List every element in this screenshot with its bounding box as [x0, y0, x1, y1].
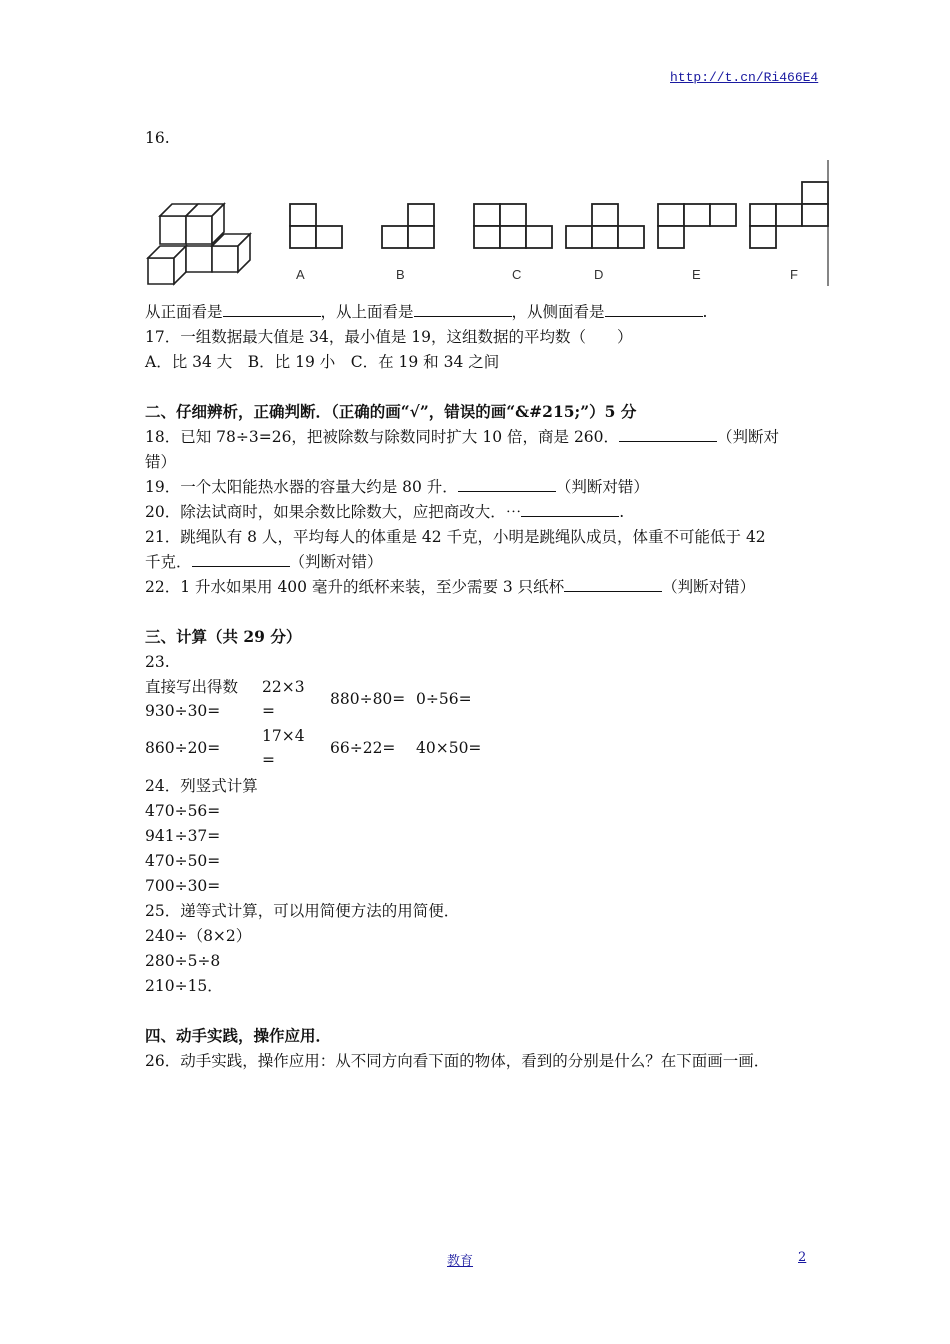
- option-d-view: [566, 204, 644, 248]
- answer-blank[interactable]: [619, 427, 717, 442]
- q23-cell-r1c1: 直接写出得数 930÷30=: [145, 678, 239, 720]
- answer-blank[interactable]: [192, 552, 290, 567]
- label-d: D: [594, 267, 604, 282]
- q20-line: 20．除法试商时，如果余数比除数大，应把商改大．⋯ .: [145, 503, 625, 521]
- page-number[interactable]: 2: [798, 1250, 807, 1265]
- q24-item: 470÷50=: [145, 852, 221, 870]
- q23-cell-r2c2: 17×4 =: [262, 727, 305, 769]
- q25-stem: 25．递等式计算，可以用简便方法的用简便．: [145, 902, 460, 920]
- q21-line-end: 千克． （判断对错）: [145, 553, 383, 571]
- header-url-link[interactable]: http://t.cn/Ri466E4: [670, 70, 819, 85]
- option-f-view: [750, 182, 828, 248]
- section3-title: 三、计算（共 29 分）: [145, 627, 302, 646]
- q23-cell-r1c2: 22×3 =: [262, 678, 305, 720]
- answer-blank[interactable]: [414, 302, 512, 317]
- q23-cell-r2c1: 860÷20=: [145, 739, 221, 757]
- stacked-cubes-object: [148, 204, 250, 284]
- option-e-view: [658, 204, 736, 248]
- q21-line: 21．跳绳队有 8 人，平均每人的体重是 42 千克，小明是跳绳队成员，体重不可能低于 42: [145, 528, 766, 546]
- q16-figure: [140, 158, 832, 290]
- option-c-view: [474, 204, 552, 248]
- footer-center-link[interactable]: 教育: [447, 1254, 474, 1269]
- q23-number: 23.: [145, 653, 170, 671]
- q16-stem: 从正面看是 ，从上面看是 ，从侧面看是 .: [145, 303, 708, 321]
- q18-line: 18．已知 78÷3=26，把被除数与除数同时扩大 10 倍，商是 260． （判断对: [145, 428, 780, 446]
- q24-item: 941÷37=: [145, 827, 221, 845]
- q23-cell-r1c4: 0÷56=: [416, 690, 472, 708]
- q25-item: 210÷15．: [145, 977, 223, 995]
- q25-item: 240÷（8×2）: [145, 927, 252, 945]
- option-b-view: [382, 204, 434, 248]
- q22-line: 22．1 升水如果用 400 毫升的纸杯来装，至少需要 3 只纸杯 （判断对错）: [145, 578, 756, 596]
- q16-number: 16.: [145, 129, 170, 147]
- answer-blank[interactable]: [521, 502, 619, 517]
- q24-item: 470÷56=: [145, 802, 221, 820]
- q19-line: 19．一个太阳能热水器的容量大约是 80 升． （判断对错）: [145, 478, 649, 496]
- answer-blank[interactable]: [564, 577, 662, 592]
- q23-cell-r1c3: 880÷80=: [330, 690, 406, 708]
- q18-line-end: 错）: [145, 453, 177, 471]
- q17-stem: 17．一组数据最大值是 34，最小值是 19，这组数据的平均数（ ）: [145, 328, 633, 346]
- q24-stem: 24．列竖式计算: [145, 777, 258, 795]
- q25-item: 280÷5÷8: [145, 952, 221, 970]
- answer-blank[interactable]: [605, 302, 703, 317]
- answer-blank[interactable]: [223, 302, 321, 317]
- answer-blank[interactable]: [458, 477, 556, 492]
- q17-options: A．比 34 大 B．比 19 小 C．在 19 和 34 之间: [145, 353, 500, 371]
- q23-cell-r2c4: 40×50=: [416, 739, 482, 757]
- option-a-view: [290, 204, 342, 248]
- q24-item: 700÷30=: [145, 877, 221, 895]
- label-c: C: [512, 267, 522, 282]
- q23-cell-r2c3: 66÷22=: [330, 739, 396, 757]
- q26-stem: 26．动手实践，操作应用：从不同方向看下面的物体，看到的分别是什么？在下面画一画．: [145, 1052, 770, 1070]
- label-a: A: [296, 267, 305, 282]
- label-b: B: [396, 267, 405, 282]
- section4-title: 四、动手实践，操作应用．: [145, 1026, 332, 1045]
- section2-title: 二、仔细辨析，正确判断．（正确的画“√”，错误的画“&#215;”）5 分: [145, 402, 637, 421]
- label-e: E: [692, 267, 701, 282]
- label-f: F: [790, 267, 798, 282]
